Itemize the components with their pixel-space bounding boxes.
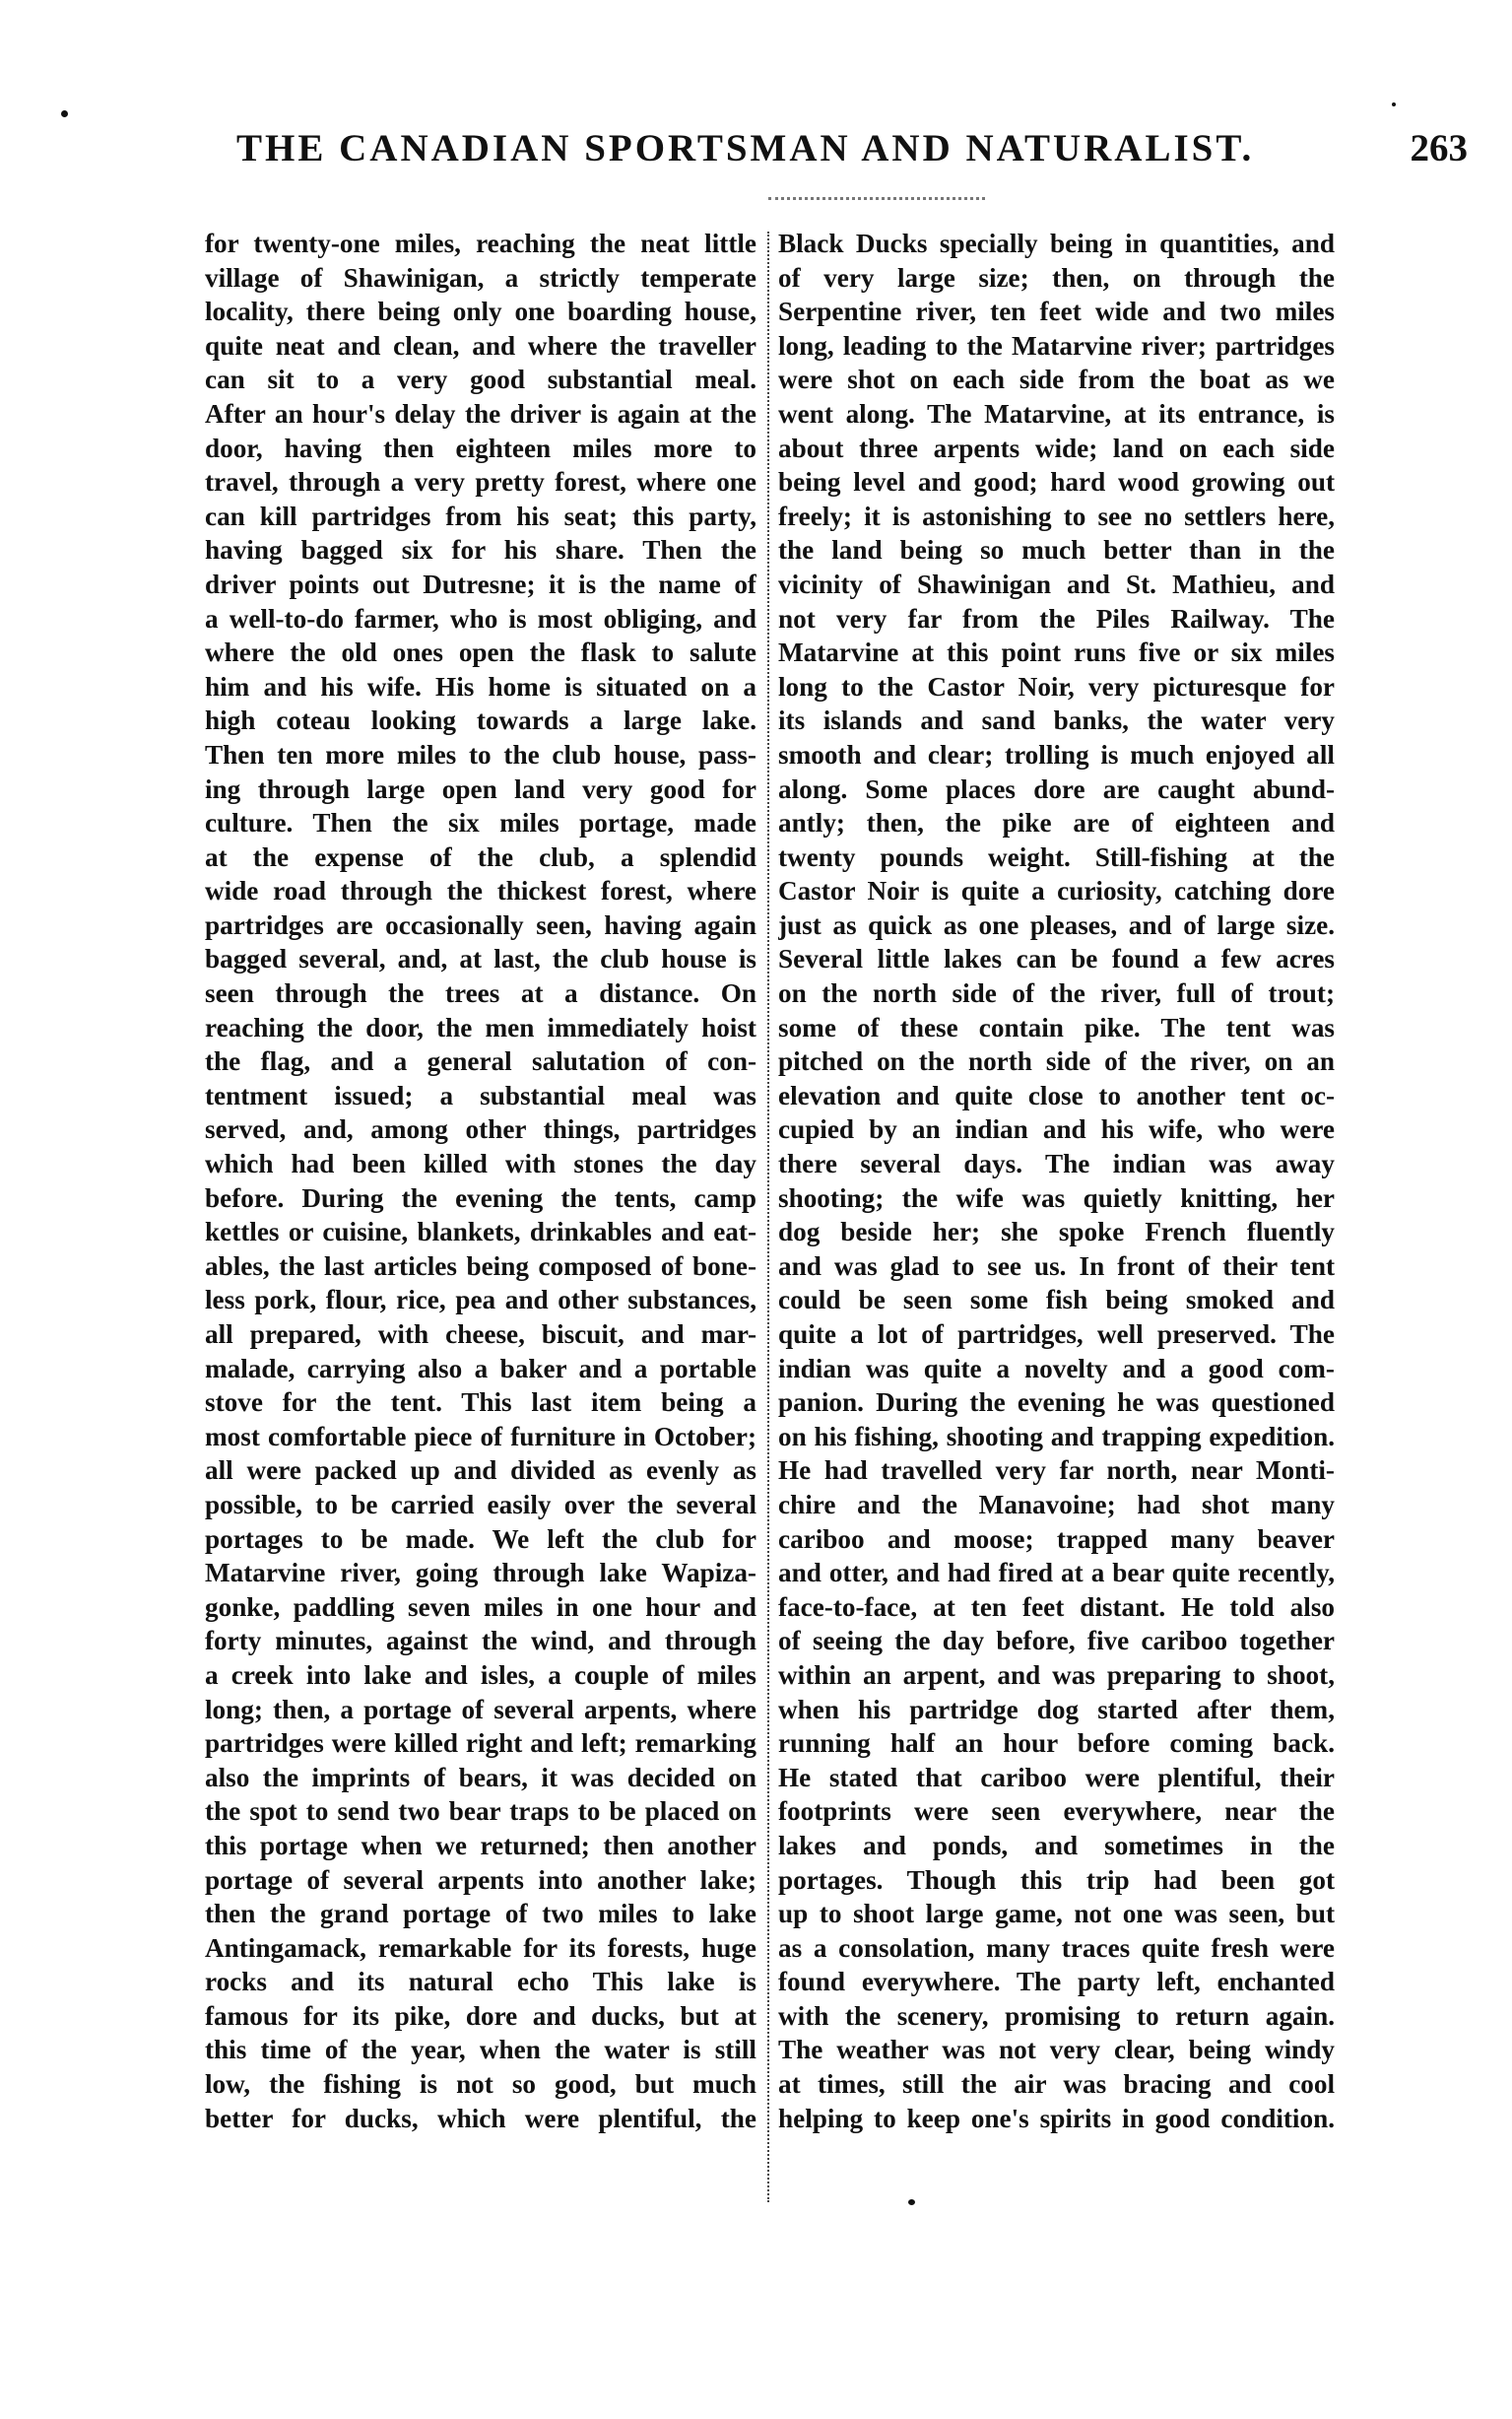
text-line: all prepared, with cheese, biscuit, and mar- (205, 1319, 756, 1349)
text-line: portages to be made. We left the club for (205, 1523, 756, 1554)
text-line: being level and good; hard wood growing out (778, 467, 1335, 498)
text-line: which had been killed with stones the day (205, 1149, 756, 1179)
text-line: door, having then eighteen miles more to (205, 433, 756, 463)
text-line: possible, to be carried easily over the several (205, 1489, 756, 1519)
text-line: with the scenery, promising to return again. (778, 2000, 1335, 2031)
text-line: rocks and its natural echo This lake is (205, 1967, 756, 1997)
text-line: went along. The Matarvine, at its entrance, is (778, 398, 1335, 429)
text-line: village of Shawinigan, a strictly temperate (205, 262, 756, 293)
text-line: not very far from the Piles Railway. The (778, 603, 1335, 634)
text-line: lakes and ponds, and sometimes in the (778, 1830, 1335, 1860)
text-line: of very large size; then, on through the (778, 262, 1335, 293)
text-line: shooting; the wife was quietly knitting, her (778, 1182, 1335, 1213)
text-line: locality, there being only one boarding house, (205, 297, 756, 327)
text-line: running half an hour before coming back. (778, 1728, 1335, 1759)
text-line: famous for its pike, dore and ducks, but at (205, 2000, 756, 2031)
text-line: malade, carrying also a baker and a portable (205, 1353, 756, 1383)
text-line: Black Ducks specially being in quantities, and (778, 229, 1335, 258)
text-line: Matarvine at this point runs five or six miles (778, 638, 1335, 668)
text-line: can sit to a very good substantial meal. (205, 365, 756, 395)
text-line: the flag, and a general salutation of con- (205, 1046, 756, 1077)
text-line: seen through the trees at a distance. On (205, 978, 756, 1009)
text-line: at times, still the air was bracing and cool (778, 2069, 1335, 2100)
text-line: cupied by an indian and his wife, who were (778, 1114, 1335, 1145)
text-line: up to shoot large game, not one was seen, but (778, 1899, 1335, 1929)
text-line: reaching the door, the men immediately hoist (205, 1012, 756, 1042)
text-line: this time of the year, when the water is still (205, 2035, 756, 2065)
text-line: on his fishing, shooting and trapping expedition. (778, 1421, 1335, 1451)
text-line: along. Some places dore are caught abund- (778, 773, 1335, 804)
text-line: also the imprints of bears, it was decided on (205, 1762, 756, 1792)
text-line: elevation and quite close to another tent oc- (778, 1080, 1335, 1110)
text-line: when his partridge dog started after them, (778, 1694, 1335, 1724)
text-line: travel, through a very pretty forest, where one (205, 467, 756, 498)
text-line: its islands and sand banks, the water very (778, 706, 1335, 736)
text-line: served, and, among other things, partridges (205, 1114, 756, 1145)
column-divider (767, 232, 769, 2202)
text-line: dog beside her; she spoke French fluently (778, 1217, 1335, 1247)
text-line: partridges are occasionally seen, having again (205, 909, 756, 940)
text-line: twenty pounds weight. Still-fishing at the (778, 841, 1335, 872)
text-line: and was glad to see us. In front of their tent (778, 1250, 1335, 1281)
text-line: the land being so much better than in the (778, 535, 1335, 566)
text-line: driver points out Dutresne; it is the name of (205, 569, 756, 599)
text-line: After an hour's delay the driver is again at the (205, 398, 756, 429)
text-line: partridges were killed right and left; remarking (205, 1728, 756, 1759)
text-line: about three arpents wide; land on each side (778, 433, 1335, 463)
text-line: Castor Noir is quite a curiosity, catching dore (778, 876, 1335, 907)
text-line: just as quick as one pleases, and of large size. (778, 909, 1335, 940)
text-line: at the expense of the club, a splendid (205, 841, 756, 872)
text-line: him and his wife. His home is situated on a (205, 671, 756, 702)
header-rule (768, 197, 985, 200)
text-line: face-to-face, at ten feet distant. He told also (778, 1591, 1335, 1622)
text-line: ing through large open land very good for (205, 773, 756, 804)
right-column (778, 227, 1335, 2135)
page-header (236, 126, 1468, 185)
text-line: wide road through the thickest forest, where (205, 876, 756, 907)
text-line: low, the fishing is not so good, but much (205, 2069, 756, 2100)
text-line: high coteau looking towards a large lake. (205, 706, 756, 736)
text-line: portages. Though this trip had been got (778, 1864, 1335, 1895)
text-line: The weather was not very clear, being windy (778, 2035, 1335, 2065)
text-line: footprints were seen everywhere, near the (778, 1796, 1335, 1827)
text-line: bagged several, and, at last, the club house is (205, 944, 756, 974)
text-line: indian was quite a novelty and a good com- (778, 1353, 1335, 1383)
text-line: for twenty-one miles, reaching the neat little (205, 229, 756, 258)
text-line: He had travelled very far north, near Monti- (778, 1455, 1335, 1486)
text-line: long to the Castor Noir, very picturesque for (778, 671, 1335, 702)
text-line: a well-to-do farmer, who is most obliging, and (205, 603, 756, 634)
text-line: this portage when we returned; then another (205, 1830, 756, 1860)
text-line: within an arpent, and was preparing to shoot, (778, 1659, 1335, 1690)
text-line: some of these contain pike. The tent was (778, 1012, 1335, 1042)
text-line: on the north side of the river, full of trout; (778, 978, 1335, 1009)
left-column (205, 227, 756, 2135)
text-line: as a consolation, many traces quite fresh were (778, 1932, 1335, 1963)
text-line: Then ten more miles to the club house, pass- (205, 739, 756, 770)
text-line: stove for the tent. This last item being a (205, 1387, 756, 1418)
text-line: where the old ones open the flask to salute (205, 638, 756, 668)
ink-speck (908, 2199, 915, 2205)
text-line: long, leading to the Matarvine river; partridges (778, 330, 1335, 361)
text-line: could be seen some fish being smoked and (778, 1285, 1335, 1315)
text-line: Several little lakes can be found a few acres (778, 944, 1335, 974)
text-line: Serpentine river, ten feet wide and two miles (778, 297, 1335, 327)
text-line: smooth and clear; trolling is much enjoyed all (778, 739, 1335, 770)
text-line: freely; it is astonishing to see no settlers here, (778, 501, 1335, 531)
text-line: portage of several arpents into another lake; (205, 1864, 756, 1895)
text-line: helping to keep one's spirits in good condition. (778, 2103, 1335, 2133)
text-line: quite a lot of partridges, well preserved. The (778, 1319, 1335, 1349)
text-line: having bagged six for his share. Then the (205, 535, 756, 566)
text-line: chire and the Manavoine; had shot many (778, 1489, 1335, 1519)
text-line: culture. Then the six miles portage, made (205, 808, 756, 839)
text-line: a creek into lake and isles, a couple of miles (205, 1659, 756, 1690)
text-line: were shot on each side from the boat as we (778, 365, 1335, 395)
text-line: tentment issued; a substantial meal was (205, 1080, 756, 1110)
text-line: ables, the last articles being composed of bone- (205, 1250, 756, 1281)
text-line: kettles or cuisine, blankets, drinkables and eat- (205, 1217, 756, 1247)
text-line: antly; then, the pike are of eighteen and (778, 808, 1335, 839)
text-line: long; then, a portage of several arpents, where (205, 1694, 756, 1724)
text-line: the spot to send two bear traps to be placed on (205, 1796, 756, 1827)
text-line: all were packed up and divided as evenly as (205, 1455, 756, 1486)
text-line: before. During the evening the tents, camp (205, 1182, 756, 1213)
ink-speck (1392, 102, 1396, 106)
text-line: most comfortable piece of furniture in October; (205, 1421, 756, 1451)
text-line: there several days. The indian was away (778, 1149, 1335, 1179)
text-line: better for ducks, which were plentiful, the (205, 2103, 756, 2133)
text-line: forty minutes, against the wind, and through (205, 1626, 756, 1656)
running-title: THE CANADIAN SPORTSMAN AND NATURALIST. (236, 127, 1255, 169)
text-line: found everywhere. The party left, enchanted (778, 1967, 1335, 1997)
text-line: can kill partridges from his seat; this party, (205, 501, 756, 531)
text-line: Matarvine river, going through lake Wapiza- (205, 1558, 756, 1588)
text-line: panion. During the evening he was questioned (778, 1387, 1335, 1418)
text-line: gonke, paddling seven miles in one hour and (205, 1591, 756, 1622)
text-line: Antingamack, remarkable for its forests, huge (205, 1932, 756, 1963)
text-line: less pork, flour, rice, pea and other substances, (205, 1285, 756, 1315)
text-line: quite neat and clean, and where the traveller (205, 330, 756, 361)
text-line: He stated that cariboo were plentiful, their (778, 1762, 1335, 1792)
text-line: cariboo and moose; trapped many beaver (778, 1523, 1335, 1554)
text-line: vicinity of Shawinigan and St. Mathieu, and (778, 569, 1335, 599)
text-line: of seeing the day before, five cariboo together (778, 1626, 1335, 1656)
text-line: then the grand portage of two miles to lake (205, 1899, 756, 1929)
text-line: and otter, and had fired at a bear quite recently, (778, 1558, 1335, 1588)
ink-speck (61, 110, 68, 117)
page-number: 263 (1410, 127, 1468, 169)
text-line: pitched on the north side of the river, on an (778, 1046, 1335, 1077)
